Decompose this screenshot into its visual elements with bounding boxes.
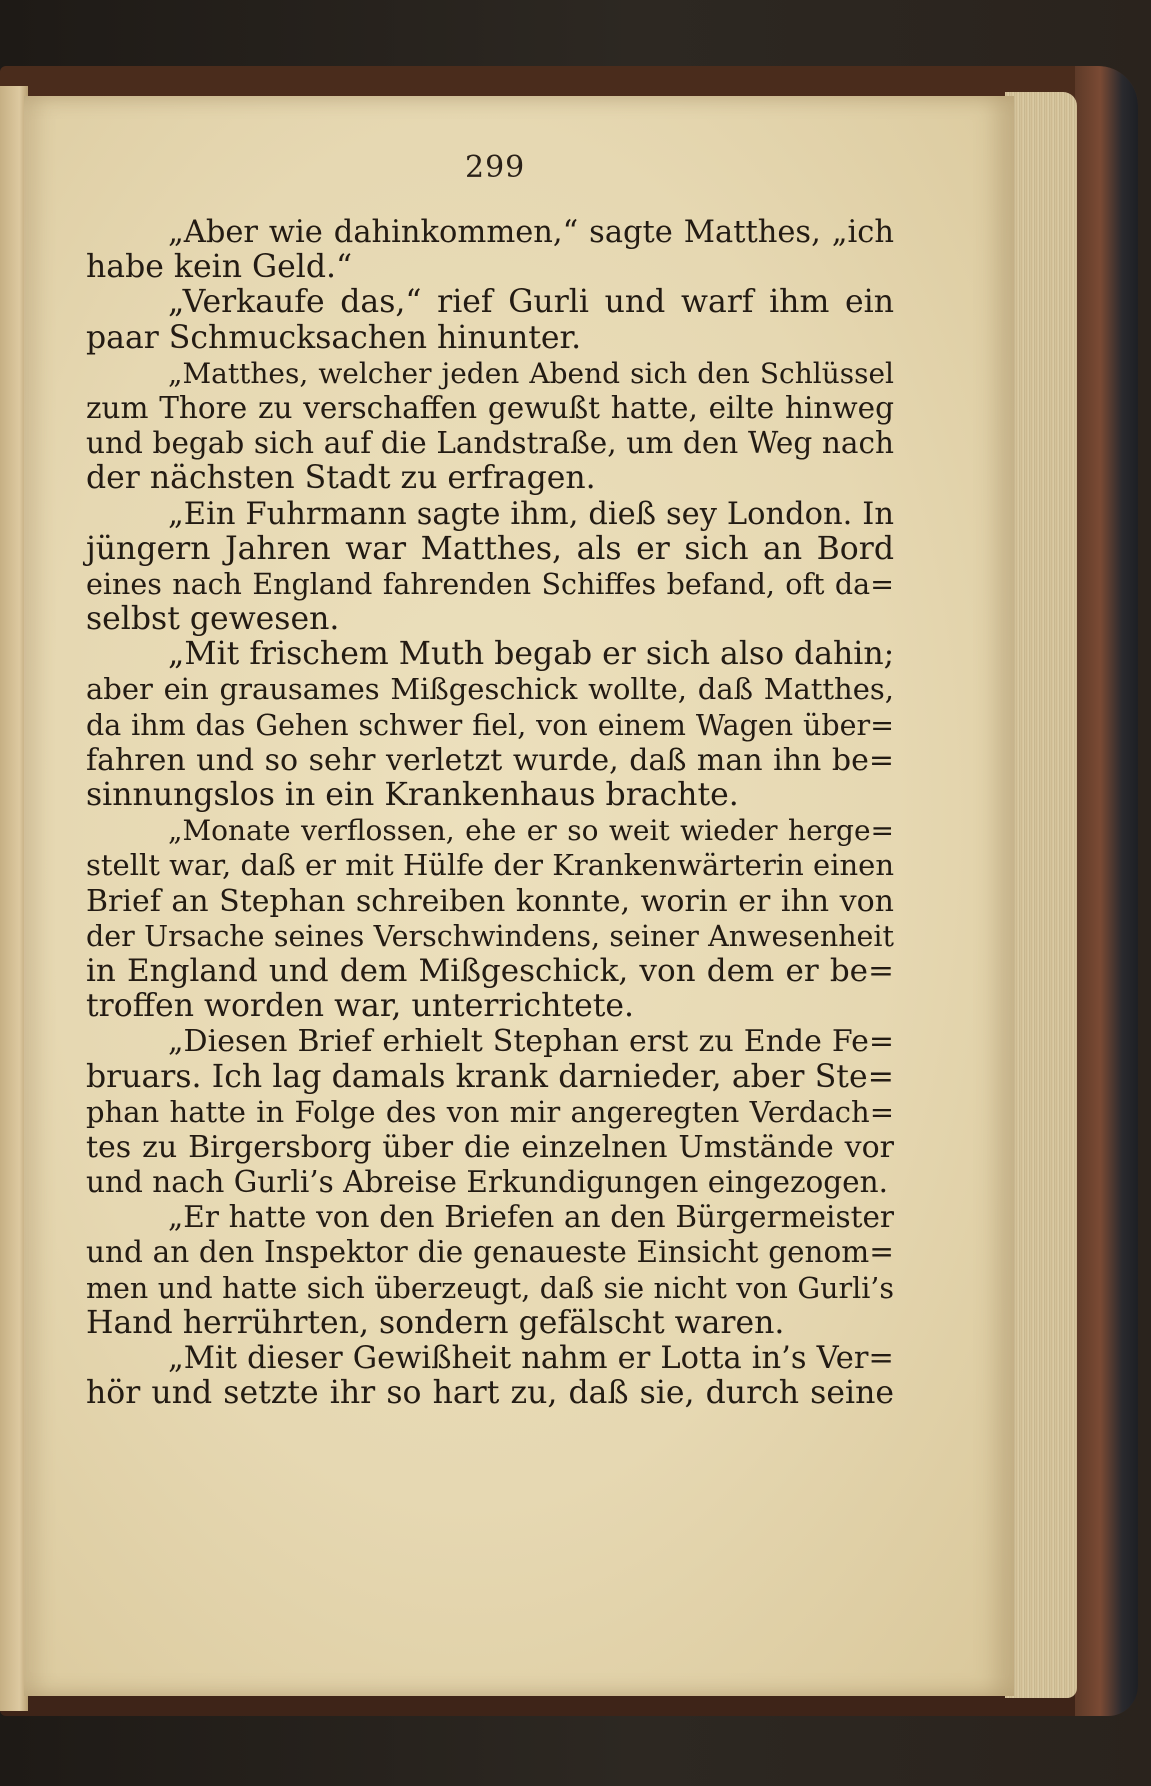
text-line: „Mit dieser Gewißheit nahm er Lotta in’s Ver=	[168, 1341, 894, 1376]
text-line: „Monate verflossen, ehe er so weit wieder herge=	[168, 814, 894, 848]
text-line: sinnungslos in ein Krankenhaus brachte.	[86, 777, 739, 813]
text-line: aber ein grausames Mißgeschick wollte, daß Matthes,	[86, 672, 894, 707]
text-line: bruars. Ich lag damals krank darnieder, aber Ste=	[86, 1058, 894, 1095]
text-line: Hand herrührten, sondern gefälscht waren.	[86, 1304, 785, 1341]
text-line: und begab sich auf die Landstraße, um den Weg nach	[86, 426, 894, 461]
text-line: zum Thore zu verschaffen gewußt hatte, eilte hinweg	[86, 390, 894, 425]
text-line: „Mit frischem Muth begab er sich also dahin;	[168, 636, 895, 673]
text-line: „Diesen Brief erhielt Stephan erst zu Ende Fe=	[168, 1024, 894, 1060]
text-line: Brief an Stephan schreiben konnte, worin er ihn von	[86, 883, 894, 919]
text-line: da ihm das Gehen schwer fiel, von einem Wagen über=	[86, 708, 894, 742]
text-line: paar Schmucksachen hinunter.	[86, 319, 582, 356]
book-cover-edge	[1075, 66, 1138, 1716]
page-text	[86, 215, 894, 1411]
text-line: tes zu Birgersborg über die einzelnen Umstände vor	[86, 1129, 894, 1165]
text-line: fahren und so sehr verletzt wurde, daß man ihn be=	[86, 742, 894, 778]
text-line: „Verkaufe das,“ rief Gurli und warf ihm ein	[168, 284, 894, 321]
text-line: selbst gewesen.	[86, 601, 340, 638]
text-line: troffen worden war, unterrichtete.	[86, 988, 635, 1025]
text-line: jüngern Jahren war Matthes, als er sich an Bord	[86, 530, 894, 567]
page-stack-edges	[1005, 92, 1077, 1698]
text-line: „Aber wie dahinkommen,“ sagte Matthes, „ich	[168, 215, 894, 250]
text-line: „Ein Fuhrmann sagte ihm, dieß sey London. In	[168, 496, 894, 532]
text-line: und nach Gurli’s Abreise Erkundigungen eingezogen.	[86, 1165, 889, 1200]
text-line: stellt war, daß er mit Hülfe der Krankenwärterin einen	[86, 848, 894, 883]
text-line: der nächsten Stadt zu erfragen.	[86, 460, 596, 497]
text-line: „Matthes, welcher jeden Abend sich den Schlüssel	[168, 356, 894, 390]
text-line: „Er hatte von den Briefen an den Bürgermeister	[168, 1200, 894, 1235]
text-line: und an den Inspektor die genaueste Einsicht genom=	[86, 1235, 894, 1270]
text-line: der Ursache seines Verschwindens, seiner Anwesenheit	[86, 919, 894, 953]
text-line: eines nach England fahrenden Schiffes befand, oft da=	[86, 567, 894, 601]
text-line: men und hatte sich überzeugt, daß sie nicht von Gurli’s	[86, 1271, 894, 1305]
text-line: in England und dem Mißgeschick, von dem er be=	[86, 952, 894, 989]
text-line: hör und setzte ihr so hart zu, daß sie, durch seine	[86, 1375, 894, 1412]
text-line: habe kein Geld.“	[86, 249, 353, 286]
page-number: 299	[465, 150, 526, 185]
text-line: phan hatte in Folge des von mir angeregten Verdach=	[86, 1094, 894, 1129]
